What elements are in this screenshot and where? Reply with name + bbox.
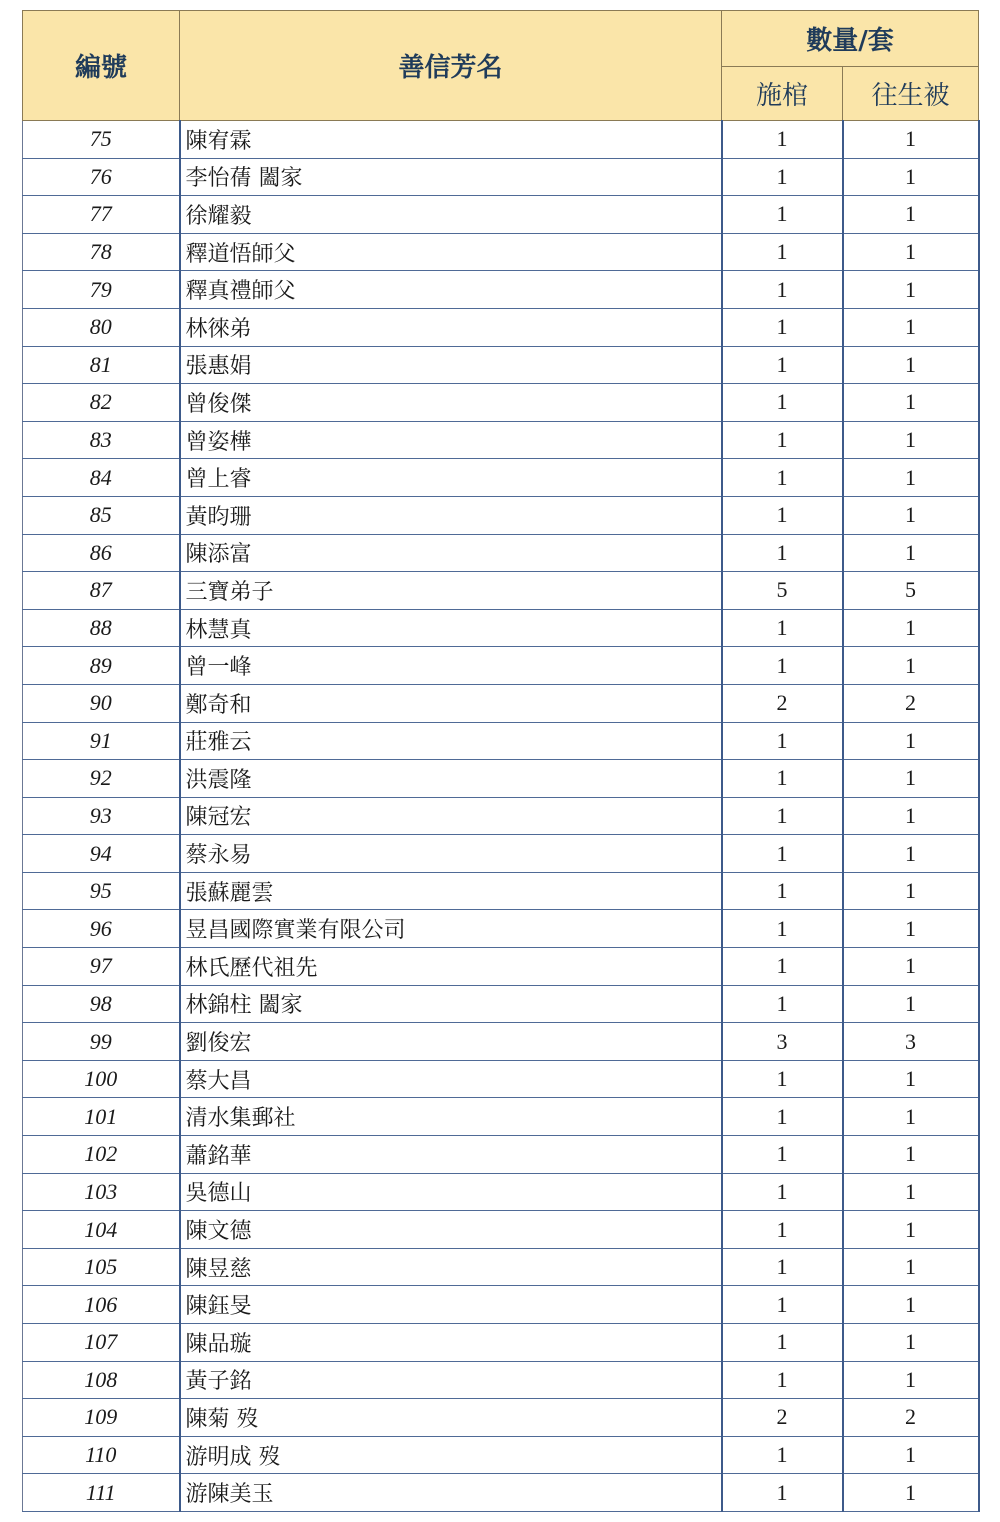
shroud-qty: 1 (843, 121, 979, 159)
row-id: 97 (23, 948, 180, 986)
row-id: 102 (23, 1136, 180, 1174)
shroud-qty: 2 (843, 684, 979, 722)
table-row (23, 910, 979, 948)
donation-table (22, 10, 980, 1512)
row-id: 80 (23, 308, 180, 346)
shroud-qty: 1 (843, 1098, 979, 1136)
coffin-qty: 1 (722, 835, 843, 873)
coffin-qty: 5 (722, 572, 843, 610)
table-row (23, 985, 979, 1023)
donor-name: 張蘇麗雲 (180, 872, 722, 910)
coffin-qty: 1 (722, 496, 843, 534)
row-id: 111 (23, 1474, 180, 1512)
donor-name: 徐耀毅 (180, 196, 722, 234)
coffin-qty: 1 (722, 910, 843, 948)
row-id: 79 (23, 271, 180, 309)
donor-name: 陳昱慈 (180, 1248, 722, 1286)
coffin-qty: 1 (722, 985, 843, 1023)
donor-name: 黃子銘 (180, 1361, 722, 1399)
row-id: 109 (23, 1399, 180, 1437)
coffin-qty: 2 (722, 684, 843, 722)
donor-name: 林徠弟 (180, 308, 722, 346)
coffin-qty: 1 (722, 1098, 843, 1136)
donor-name: 林氏歷代祖先 (180, 948, 722, 986)
coffin-qty: 1 (722, 1136, 843, 1174)
shroud-qty: 1 (843, 835, 979, 873)
table-row (23, 647, 979, 685)
shroud-qty: 1 (843, 1361, 979, 1399)
row-id: 75 (23, 121, 180, 159)
coffin-qty: 1 (722, 1060, 843, 1098)
table-row (23, 1324, 979, 1362)
donor-list (22, 10, 978, 1512)
table-row (23, 121, 979, 159)
shroud-qty: 1 (843, 346, 979, 384)
row-id: 81 (23, 346, 180, 384)
table-row (23, 722, 979, 760)
coffin-qty: 1 (722, 459, 843, 497)
shroud-qty: 1 (843, 1211, 979, 1249)
table-row (23, 1173, 979, 1211)
coffin-qty: 1 (722, 384, 843, 422)
coffin-qty: 1 (722, 308, 843, 346)
shroud-qty: 1 (843, 384, 979, 422)
table-row (23, 760, 979, 798)
table-row (23, 158, 979, 196)
row-id: 101 (23, 1098, 180, 1136)
table-row (23, 1474, 979, 1512)
donor-name: 蕭銘華 (180, 1136, 722, 1174)
coffin-qty: 1 (722, 722, 843, 760)
table-body (23, 121, 979, 1512)
shroud-qty: 1 (843, 271, 979, 309)
header-coffin: 施棺 (722, 67, 843, 121)
shroud-qty: 1 (843, 872, 979, 910)
coffin-qty: 1 (722, 346, 843, 384)
shroud-qty: 1 (843, 722, 979, 760)
row-id: 92 (23, 760, 180, 798)
table-row (23, 1399, 979, 1437)
table-row (23, 196, 979, 234)
shroud-qty: 1 (843, 421, 979, 459)
donor-name: 游陳美玉 (180, 1474, 722, 1512)
shroud-qty: 2 (843, 1399, 979, 1437)
coffin-qty: 1 (722, 1361, 843, 1399)
donor-name: 陳文德 (180, 1211, 722, 1249)
coffin-qty: 1 (722, 1474, 843, 1512)
row-id: 90 (23, 684, 180, 722)
donor-name: 林錦柱 闔家 (180, 985, 722, 1023)
coffin-qty: 1 (722, 872, 843, 910)
coffin-qty: 1 (722, 233, 843, 271)
shroud-qty: 1 (843, 609, 979, 647)
coffin-qty: 1 (722, 1248, 843, 1286)
donor-name: 李怡蒨 闔家 (180, 158, 722, 196)
shroud-qty: 1 (843, 985, 979, 1023)
row-id: 100 (23, 1060, 180, 1098)
shroud-qty: 1 (843, 308, 979, 346)
donor-name: 清水集郵社 (180, 1098, 722, 1136)
table-row (23, 421, 979, 459)
table-row (23, 1023, 979, 1061)
donor-name: 陳菊 歿 (180, 1399, 722, 1437)
donor-name: 曾俊傑 (180, 384, 722, 422)
shroud-qty: 1 (843, 797, 979, 835)
header-shroud: 往生被 (843, 67, 979, 121)
coffin-qty: 1 (722, 1324, 843, 1362)
donor-name: 曾姿樺 (180, 421, 722, 459)
shroud-qty: 1 (843, 1173, 979, 1211)
shroud-qty: 5 (843, 572, 979, 610)
donor-name: 釋道悟師父 (180, 233, 722, 271)
donor-name: 陳冠宏 (180, 797, 722, 835)
shroud-qty: 1 (843, 647, 979, 685)
row-id: 110 (23, 1436, 180, 1474)
shroud-qty: 1 (843, 948, 979, 986)
table-row (23, 1248, 979, 1286)
row-id: 105 (23, 1248, 180, 1286)
donor-name: 吳德山 (180, 1173, 722, 1211)
shroud-qty: 1 (843, 158, 979, 196)
table-row (23, 835, 979, 873)
row-id: 86 (23, 534, 180, 572)
shroud-qty: 1 (843, 1324, 979, 1362)
row-id: 96 (23, 910, 180, 948)
row-id: 77 (23, 196, 180, 234)
table-row (23, 496, 979, 534)
donor-name: 三寶弟子 (180, 572, 722, 610)
donor-name: 黃昀珊 (180, 496, 722, 534)
coffin-qty: 1 (722, 121, 843, 159)
row-id: 98 (23, 985, 180, 1023)
row-id: 76 (23, 158, 180, 196)
table-row (23, 1361, 979, 1399)
shroud-qty: 1 (843, 1436, 979, 1474)
donor-name: 蔡大昌 (180, 1060, 722, 1098)
row-id: 108 (23, 1361, 180, 1399)
table-row (23, 684, 979, 722)
coffin-qty: 1 (722, 158, 843, 196)
table-row (23, 872, 979, 910)
header-id: 編號 (23, 11, 180, 121)
header-quantity-group: 數量/套 (722, 11, 979, 67)
shroud-qty: 1 (843, 1248, 979, 1286)
shroud-qty: 1 (843, 910, 979, 948)
table-row (23, 1436, 979, 1474)
table-row (23, 271, 979, 309)
donor-name: 張惠娟 (180, 346, 722, 384)
coffin-qty: 1 (722, 534, 843, 572)
table-row (23, 1098, 979, 1136)
coffin-qty: 3 (722, 1023, 843, 1061)
table-row (23, 1136, 979, 1174)
shroud-qty: 1 (843, 760, 979, 798)
row-id: 103 (23, 1173, 180, 1211)
donor-name: 昱昌國際實業有限公司 (180, 910, 722, 948)
shroud-qty: 1 (843, 1474, 979, 1512)
shroud-qty: 1 (843, 1060, 979, 1098)
donor-name: 劉俊宏 (180, 1023, 722, 1061)
row-id: 99 (23, 1023, 180, 1061)
coffin-qty: 1 (722, 1211, 843, 1249)
shroud-qty: 1 (843, 233, 979, 271)
coffin-qty: 1 (722, 647, 843, 685)
table-row (23, 534, 979, 572)
donor-name: 蔡永易 (180, 835, 722, 873)
row-id: 83 (23, 421, 180, 459)
donor-name: 曾一峰 (180, 647, 722, 685)
row-id: 85 (23, 496, 180, 534)
table-row (23, 308, 979, 346)
table-row (23, 1211, 979, 1249)
table-row (23, 797, 979, 835)
table-row (23, 1286, 979, 1324)
shroud-qty: 1 (843, 459, 979, 497)
donor-name: 陳添富 (180, 534, 722, 572)
table-row (23, 459, 979, 497)
table-row (23, 346, 979, 384)
donor-name: 曾上睿 (180, 459, 722, 497)
coffin-qty: 1 (722, 609, 843, 647)
coffin-qty: 2 (722, 1399, 843, 1437)
donor-name: 鄭奇和 (180, 684, 722, 722)
coffin-qty: 1 (722, 797, 843, 835)
row-id: 88 (23, 609, 180, 647)
coffin-qty: 1 (722, 271, 843, 309)
donor-name: 莊雅云 (180, 722, 722, 760)
row-id: 95 (23, 872, 180, 910)
coffin-qty: 1 (722, 760, 843, 798)
row-id: 93 (23, 797, 180, 835)
row-id: 106 (23, 1286, 180, 1324)
coffin-qty: 1 (722, 1173, 843, 1211)
row-id: 89 (23, 647, 180, 685)
table-row (23, 1060, 979, 1098)
shroud-qty: 3 (843, 1023, 979, 1061)
row-id: 91 (23, 722, 180, 760)
header-donor-name: 善信芳名 (180, 11, 722, 121)
coffin-qty: 1 (722, 1286, 843, 1324)
coffin-qty: 1 (722, 421, 843, 459)
table-row (23, 233, 979, 271)
row-id: 104 (23, 1211, 180, 1249)
donor-name: 洪震隆 (180, 760, 722, 798)
row-id: 87 (23, 572, 180, 610)
donor-name: 釋真禮師父 (180, 271, 722, 309)
donor-name: 林慧真 (180, 609, 722, 647)
shroud-qty: 1 (843, 196, 979, 234)
table-row (23, 609, 979, 647)
row-id: 78 (23, 233, 180, 271)
donor-name: 游明成 歿 (180, 1436, 722, 1474)
coffin-qty: 1 (722, 196, 843, 234)
table-row (23, 384, 979, 422)
donor-name: 陳鈺旻 (180, 1286, 722, 1324)
table-row (23, 948, 979, 986)
shroud-qty: 1 (843, 1286, 979, 1324)
shroud-qty: 1 (843, 534, 979, 572)
table-row (23, 572, 979, 610)
coffin-qty: 1 (722, 948, 843, 986)
row-id: 107 (23, 1324, 180, 1362)
coffin-qty: 1 (722, 1436, 843, 1474)
donor-name: 陳品璇 (180, 1324, 722, 1362)
row-id: 94 (23, 835, 180, 873)
row-id: 84 (23, 459, 180, 497)
donor-name: 陳宥霖 (180, 121, 722, 159)
shroud-qty: 1 (843, 496, 979, 534)
row-id: 82 (23, 384, 180, 422)
shroud-qty: 1 (843, 1136, 979, 1174)
